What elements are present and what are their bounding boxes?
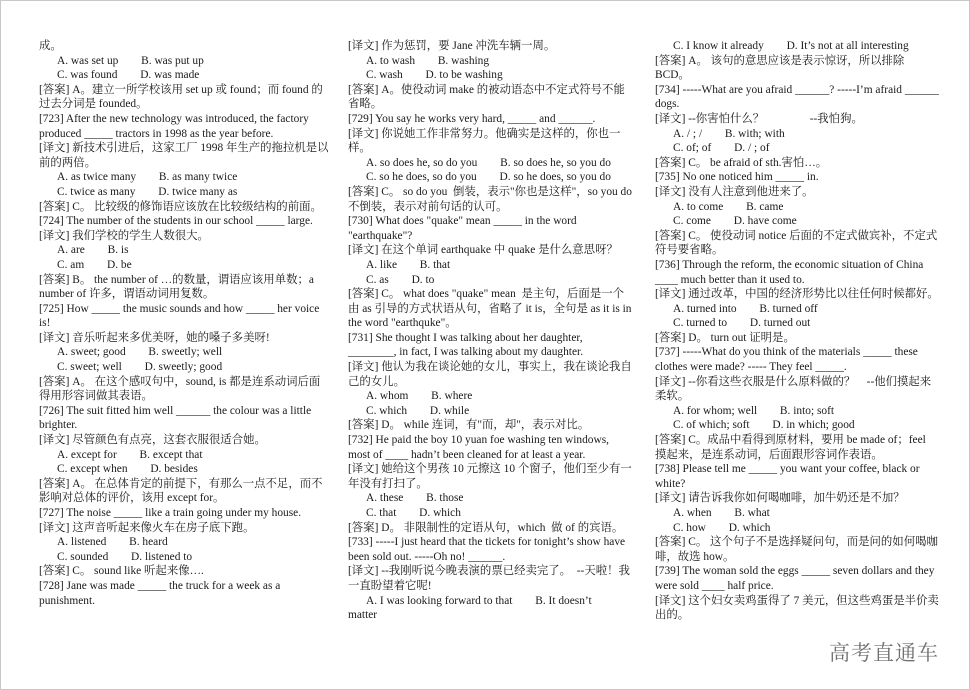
text-line: [答案] A。使役动词 make 的被动语态中不定式符号不能省略。 <box>348 83 625 111</box>
answer-options: C. except when D. besides <box>57 463 198 476</box>
text-line: [答案] C。成品中看得到原材料，要用 be made of；feel 摸起来，是连系动词，后面跟形容词作表语。 <box>655 434 929 461</box>
text-line: [答案] C。 sound like 听起来像…. <box>39 565 204 578</box>
answer-options: A. for whom; well B. into; soft <box>673 404 835 417</box>
column-right <box>655 39 942 623</box>
text-line: [723] After the new technology was introduced, the factory produced _____ tractors in 1998 as the year before. <box>39 112 312 140</box>
text-line: [733] -----I just heard that the tickets for tonight’s show have been sold out. -----Oh no! ______. <box>348 536 628 563</box>
text-line: [答案] D。 turn out 证明是。 <box>655 331 795 344</box>
answer-options: C. so he does, so do you D. so he does, so you do <box>366 171 611 184</box>
text-line: [答案] C。 so do you 倒装，表示"你也是这样"，so you do 不倒装，表示对前句话的认可。 <box>348 185 635 213</box>
answer-options: C. turned to D. turned out <box>673 317 811 330</box>
answer-options: A. listened B. heard <box>57 536 168 549</box>
text-line: matter <box>348 609 378 622</box>
answer-options: A. are B. is <box>57 244 129 257</box>
answer-options: A. so does he, so do you B. so does he, so you do <box>366 156 611 169</box>
text-line: [724] The number of the students in our school _____ large. <box>39 215 313 228</box>
text-line: [答案] A。建立一所学校该用 set up 或 found；而 found 的过去分词是 founded。 <box>39 83 323 111</box>
answer-options: C. was found D. was made <box>57 69 200 82</box>
text-line: [译文] --你看这些衣服是什么原料做的？ --他们摸起来柔软。 <box>655 375 932 403</box>
answer-options: C. come D. have come <box>673 215 797 228</box>
text-line: [734] -----What are you afraid ______? -----I’m afraid ______ dogs. <box>655 83 942 111</box>
answer-options: C. that D. which <box>366 507 461 519</box>
answer-options: A. as twice many B. as many twice <box>57 171 238 184</box>
answer-options: A. except for B. except that <box>57 448 203 461</box>
text-line: [731] She thought I was talking about her daughter, ________, in fact, I was talking about my daughter. <box>348 331 586 359</box>
text-line: [答案] A。 在这个感叹句中，sound, is 都是连系动词后面得用形容词做其表语。 <box>39 375 321 403</box>
text-line: [726] The suit fitted him well ______ the colour was a little brighter. <box>39 404 315 432</box>
answer-options: A. sweet; good B. sweetly; well <box>57 346 223 359</box>
answer-options: A. these B. those <box>366 492 464 505</box>
text-line: [译文] 这个妇女卖鸡蛋得了 7 美元，但这些鸡蛋是半价卖出的。 <box>655 594 939 622</box>
answer-options: A. / ; / B. with; with <box>673 127 785 140</box>
text-line: [译文] 在这个单词 earthquake 中 quake 是什么意思呀？ <box>348 244 618 257</box>
answer-options: C. sounded D. listened to <box>57 550 193 563</box>
text-line: [答案] D。 非限制性的定语从句，which 做 of 的宾语。 <box>348 521 624 534</box>
text-line: [答案] A。 该句的意思应该是表示惊讶，所以排除 BCD。 <box>655 54 908 82</box>
text-line: [译文] 通过改革，中国的经济形势比以往任何时候都好。 <box>655 288 939 301</box>
text-line: [727] The noise _____ like a train going under my house. <box>39 507 302 519</box>
answer-options: A. was set up B. was put up <box>57 54 204 67</box>
text-line: [答案] C。 使役动词 notice 后面的不定式做宾补，不定式符号要省略。 <box>655 229 938 257</box>
answer-options: C. as D. to <box>366 273 435 286</box>
answer-options: C. of which; soft D. in which; good <box>673 419 855 432</box>
answer-options: A. to come B. came <box>673 200 784 213</box>
text-line: [译文] 她给这个男孩 10 元擦这 10 个窗子，他们至少有一年没有打扫了。 <box>348 463 632 490</box>
text-line: [728] Jane was made _____ the truck for a week as a punishment. <box>39 579 284 607</box>
text-line: [译文] 尽管颜色有点亮，这套衣服很适合她。 <box>39 434 266 447</box>
text-line: [737] -----What do you think of the materials _____ these clothes were made? ----- They feel _____. <box>655 346 921 374</box>
text-line: [答案] A。 在总体肯定的前提下，有那么一点不足，而不影响对总体的评价，该用 except for。 <box>39 477 323 505</box>
answer-options: C. of; of D. / ; of <box>673 142 770 155</box>
answer-options: A. I was looking forward to that B. It doesn’t <box>366 594 592 607</box>
text-line: [译文] 新技术引进后，这家工厂 1998 年生产的拖拉机是以前的两倍。 <box>39 142 329 169</box>
answer-options: C. I know it already D. It’s not at all interesting <box>673 40 909 52</box>
text-line: 成。 <box>39 40 62 52</box>
answer-options: C. am D. be <box>57 258 132 271</box>
text-line: [739] The woman sold the eggs _____ seven dollars and they were sold ____ half price. <box>655 565 938 592</box>
text-line: [答案] B。 the number of …的数量，谓语应该用单数；a number of 许多，谓语动词用复数。 <box>39 273 317 301</box>
text-line: [译文] --我刚听说今晚表演的票已经卖完了。 --天啦！我一直盼望着它呢! <box>348 565 630 592</box>
answer-options: C. twice as many D. twice many as <box>57 185 238 198</box>
text-line: [译文] 这声音听起来像火车在房子底下跑。 <box>39 521 255 534</box>
text-line: [735] No one noticed him _____ in. <box>655 171 819 184</box>
text-line: [732] He paid the boy 10 yuan foe washing ten windows, most of ____ hadn’t been cleaned for at least a year. <box>348 434 612 461</box>
text-line: [答案] C。 what does "quake" mean 是主句，后面是一个由 as 引导的方式状语从句，省略了 it is，全句是 as it is in the word "earthquke"。 <box>348 288 635 330</box>
text-line: [译文] 我们学校的学生人数很大。 <box>39 229 209 242</box>
answer-options: A. whom B. where <box>366 390 473 403</box>
text-line: [729] You say he works very hard, _____ and ______. <box>348 112 596 125</box>
text-line: [译文] 他认为我在谈论她的女儿，事实上，我在谈论我自己的女儿。 <box>348 361 632 388</box>
text-line: [答案] C。 比较级的修饰语应该放在比较级结构的前面。 <box>39 200 322 213</box>
answer-options: C. which D. while <box>366 404 470 417</box>
text-line: [738] Please tell me _____ you want your coffee, black or white? <box>655 463 923 490</box>
text-line: [译文] 没有人注意到他进来了。 <box>655 185 814 198</box>
text-line: [译文] 请告诉我你如何喝咖啡，加牛奶还是不加？ <box>655 492 905 505</box>
answer-options: A. to wash B. washing <box>366 54 490 67</box>
text-line: [725] How _____ the music sounds and how _____ her voice is! <box>39 302 323 330</box>
text-line: [答案] C。 be afraid of sth.害怕…。 <box>655 156 828 169</box>
column-left <box>39 39 329 608</box>
text-line: [译文] 你说她工作非常努力。他确实是这样的，你也一样。 <box>348 127 621 155</box>
text-line: [译文] --你害怕什么？ --我怕狗。 <box>655 112 863 125</box>
answer-options: A. turned into B. turned off <box>673 302 818 315</box>
text-line: [736] Through the reform, the economic situation of China ____ much better than it used to. <box>655 258 927 286</box>
answer-options: A. when B. what <box>673 507 770 519</box>
text-line: [译文] 音乐听起来多优美呀，她的嗓子多美呀! <box>39 331 270 344</box>
answer-options: A. like B. that <box>366 258 451 271</box>
answer-options: C. how D. which <box>673 521 771 534</box>
answer-options: C. wash D. to be washing <box>366 69 503 82</box>
watermark-logo: 高考直通车 <box>829 641 939 665</box>
text-line: [答案] D。 while 连词，有"而，却"，表示对比。 <box>348 419 590 432</box>
text-line: [730] What does "quake" mean _____ in the word "earthquake"? <box>348 215 580 242</box>
text-line: [译文] 作为惩罚，要 Jane 冲洗车辆一周。 <box>348 40 556 52</box>
column-middle <box>348 39 635 623</box>
answer-options: C. sweet; well D. sweetly; good <box>57 361 223 374</box>
text-line: [答案] C。 这个句子不是选择疑问句，而是问的如何喝咖啡，故选 how。 <box>655 536 938 563</box>
